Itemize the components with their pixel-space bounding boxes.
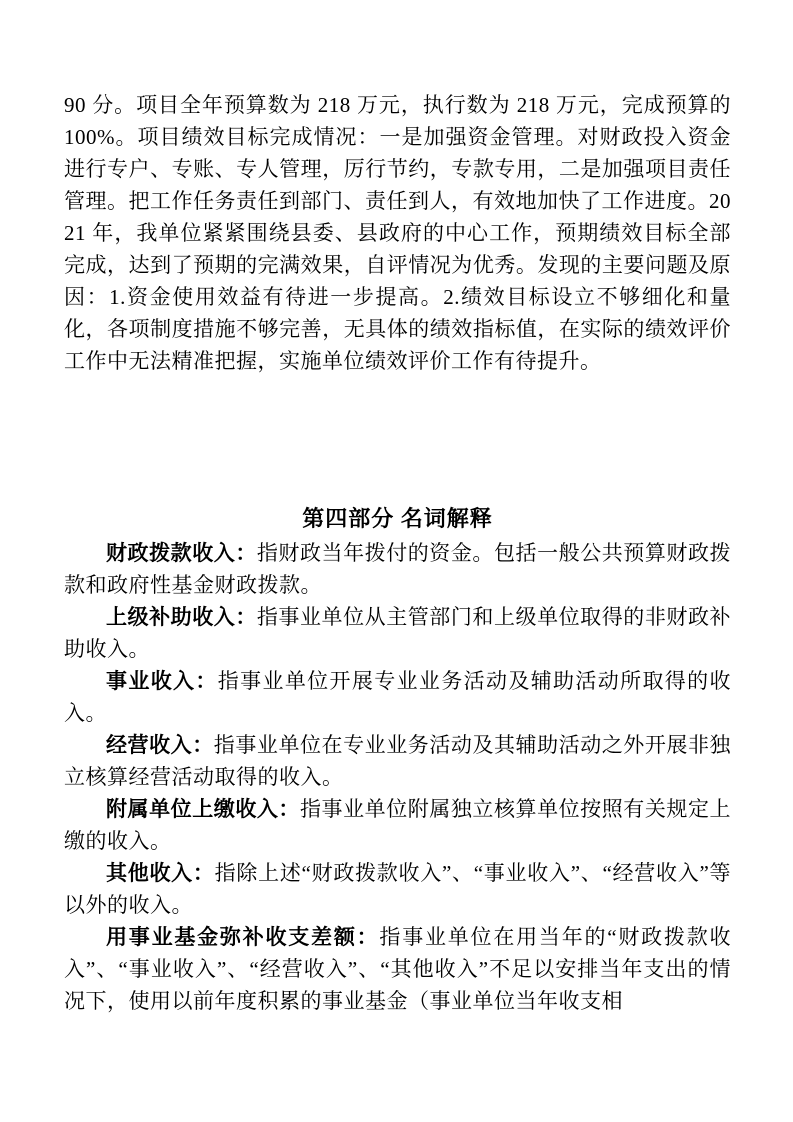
definition-text: 指事业单位从主管部门和上级单位取得的非财政补助收入。 <box>64 605 731 661</box>
section-title: 第四部分 名词解释 <box>302 506 493 531</box>
definition-term: 用事业基金弥补收支差额： <box>106 925 380 949</box>
definition-term: 财政拨款收入： <box>106 541 257 565</box>
definition-term: 上级补助收入： <box>106 605 257 629</box>
definition-term: 事业收入： <box>106 669 218 693</box>
definition-paragraph <box>64 665 731 729</box>
intro-paragraph: 90 分。项目全年预算数为 218 万元，执行数为 218 万元，完成预算的 100%。项目绩效目标完成情况：一是加强资金管理。对财政投入资金进行专户、专账、专人管理，厉行节约，专款专用，二是加强项目责任管理。把工作任务责任到部门、责任到人，有效地加快了工作进度。2021 年，我单位紧紧围绕县委、县政府的中心工作，预期绩效目标全部完成，达到了预期的完满效果，自评情况为优秀。发现的主要问题及原因：1.资金使用效益有待进一步提高。2.绩效目标设立不够细化和量化，各项制度措施不够完善，无具体的绩效指标值，在实际的绩效评价工作中无法精准把握，实施单位绩效评价工作有待提升。 <box>64 93 731 373</box>
definition-term: 附属单位上缴收入： <box>106 797 300 821</box>
definition-term: 经营收入： <box>106 733 214 757</box>
definition-text: 指事业单位在用当年的“财政拨款收入”、“事业收入”、“经营收入”、“其他收入”不足以安排当年支出的情况下，使用以前年度积累的事业基金（事业单位当年收支相 <box>64 925 732 1013</box>
definition-term: 其他收入： <box>106 861 215 885</box>
definition-paragraph <box>64 601 731 665</box>
definition-text: 指除上述“财政拨款收入”、“事业收入”、“经营收入”等以外的收入。 <box>64 861 731 917</box>
definition-paragraph <box>64 729 731 793</box>
definition-paragraph <box>64 857 731 921</box>
definition-text: 指事业单位开展专业业务活动及辅助活动所取得的收入。 <box>64 669 732 725</box>
definition-text: 指财政当年拨付的资金。包括一般公共预算财政拨款和政府性基金财政拨款。 <box>64 541 731 597</box>
definition-text: 指事业单位在专业业务活动及其辅助活动之外开展非独立核算经营活动取得的收入。 <box>64 733 732 789</box>
definition-paragraph <box>64 793 731 857</box>
definition-paragraph <box>64 537 731 601</box>
definitions-list <box>64 537 731 1017</box>
definition-text: 指事业单位附属独立核算单位按照有关规定上缴的收入。 <box>64 797 732 853</box>
definition-paragraph <box>64 921 731 1017</box>
document-content <box>64 89 731 1017</box>
